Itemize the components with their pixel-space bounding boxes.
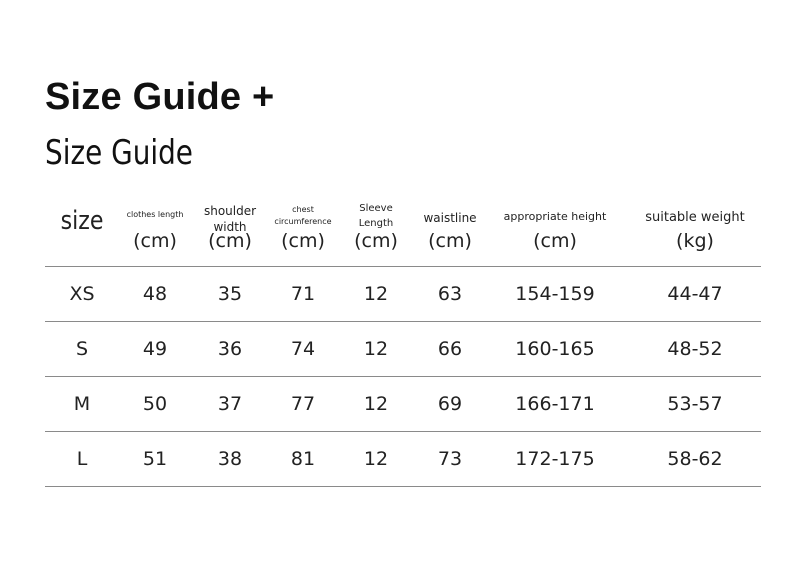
header-suitable-weight [635,198,755,266]
header-shoulder-width [195,198,265,266]
table-cell: 51 [142,448,168,470]
table-cell: 12 [363,338,389,360]
header-label: clothes length [126,210,184,219]
header-chest-circumference [268,198,338,266]
table-cell: 172-175 [515,448,595,470]
header-unit: (cm) [533,230,577,252]
table-cell: 12 [363,393,389,415]
table-cell: 50 [142,393,168,415]
size-cell: XS [69,283,95,305]
header-label: suitable weight [645,210,745,225]
size-cell: S [75,338,89,360]
header-unit: (cm) [208,230,252,252]
header-label-line2: width [213,220,247,234]
header-unit: (kg) [676,230,714,252]
table-cell: 81 [290,448,316,470]
header-unit: (cm) [428,230,472,252]
table-cell: 154-159 [515,283,595,305]
table-header [45,198,761,267]
header-sleeve-length [341,198,411,266]
size-column-header: size [60,206,104,236]
size-cell: L [76,448,88,470]
table-cell: 48-52 [667,338,723,360]
table-cell: 38 [217,448,243,470]
table-cell: 48 [142,283,168,305]
table-cell: 166-171 [515,393,595,415]
table-cell: 58-62 [667,448,723,470]
page-subtitle: Size Guide [45,133,193,173]
header-clothes-length [120,198,190,266]
table-row [45,267,761,322]
table-cell: 73 [437,448,463,470]
header-label-line2: circumference [274,217,332,226]
table-cell: 37 [217,393,243,415]
table-cell: 53-57 [667,393,723,415]
table-cell: 12 [363,448,389,470]
size-cell: M [73,393,91,415]
size-table [45,198,761,487]
table-cell: 69 [437,393,463,415]
table-cell: 71 [290,283,316,305]
page-title: Size Guide + [45,76,275,118]
header-label: waistline [423,211,477,225]
table-cell: 66 [437,338,463,360]
header-label-line1: chest [292,205,314,214]
table-cell: 12 [363,283,389,305]
header-label: appropriate height [503,210,607,223]
table-row [45,322,761,377]
table-cell: 35 [217,283,243,305]
table-cell: 160-165 [515,338,595,360]
table-cell: 63 [437,283,463,305]
table-row [45,432,761,487]
table-body [45,267,761,487]
header-unit: (cm) [354,230,398,252]
header-unit: (cm) [133,230,177,252]
table-cell: 49 [142,338,168,360]
header-waistline [415,198,485,266]
header-unit: (cm) [281,230,325,252]
header-label-line1: Sleeve [359,203,393,214]
header-label-line2: Length [358,218,394,229]
header-label-line1: shoulder [203,204,257,218]
table-cell: 36 [217,338,243,360]
table-cell: 44-47 [667,283,723,305]
table-row [45,377,761,432]
table-cell: 77 [290,393,316,415]
table-cell: 74 [290,338,316,360]
header-appropriate-height [500,198,610,266]
